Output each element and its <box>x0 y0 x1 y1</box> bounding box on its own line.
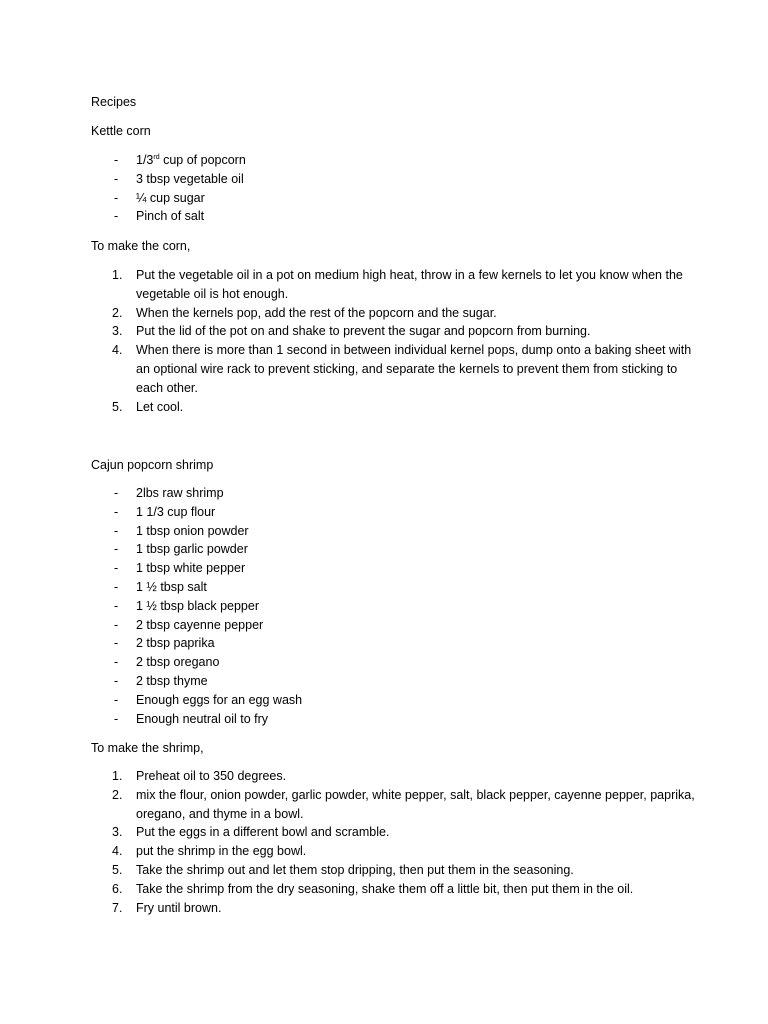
kettle-corn-heading: Kettle corn <box>91 124 151 138</box>
step-text: Put the lid of the pot on and shake to prevent the sugar and popcorn from burning. <box>136 324 591 339</box>
ingredient-item <box>0 710 302 729</box>
dash-bullet: - <box>114 655 119 670</box>
step-item <box>0 842 696 861</box>
step-text: Preheat oil to 350 degrees. <box>136 769 287 783</box>
ingredient-text: 1 1/3 cup flour <box>136 504 216 519</box>
ingredient-item <box>0 151 246 170</box>
step-item <box>0 341 696 397</box>
step-item <box>0 880 696 899</box>
ingredient-item <box>0 189 246 208</box>
dash-bullet: - <box>114 542 119 557</box>
ingredient-item <box>0 540 302 559</box>
ingredient-text: 1 ½ tbsp salt <box>136 579 207 594</box>
dash-bullet: - <box>114 673 119 688</box>
ingredient-text: 2 tbsp cayenne pepper <box>136 617 264 632</box>
ingredient-item <box>0 672 302 691</box>
ingredient-item <box>0 522 302 541</box>
step-item <box>0 398 696 417</box>
ingredient-text-rest: cup of popcorn <box>159 153 246 167</box>
step-text: Put the eggs in a different bowl and scramble. <box>136 825 390 840</box>
dash-bullet: - <box>114 190 119 205</box>
step-text: Fry until brown. <box>136 900 222 915</box>
ingredient-item <box>0 616 302 635</box>
kettle-corn-steps-list <box>0 266 696 416</box>
step-text: When the kernels pop, add the rest of the popcorn and the sugar. <box>136 305 497 320</box>
cajun-shrimp-instructions-intro: To make the shrimp, <box>91 741 204 755</box>
ingredient-item <box>0 653 302 672</box>
ingredient-item <box>0 484 302 503</box>
step-number: 5. <box>112 862 123 877</box>
step-item <box>0 786 696 824</box>
ingredient-item <box>0 634 302 653</box>
ingredient-item <box>0 559 302 578</box>
ordinal-suffix: rd <box>153 154 160 161</box>
dash-bullet: - <box>114 171 119 186</box>
step-text: put the shrimp in the egg bowl. <box>136 844 307 859</box>
ingredient-item <box>0 578 302 597</box>
step-number: 2. <box>112 305 123 320</box>
step-item <box>0 322 696 341</box>
dash-bullet: - <box>114 636 119 651</box>
step-text: Put the vegetable oil in a pot on medium high heat, throw in a few kernels to let you know when the vegetable oil is hot enough. <box>136 268 683 301</box>
cajun-shrimp-heading: Cajun popcorn shrimp <box>91 458 214 472</box>
step-number: 1. <box>112 769 123 783</box>
ingredient-text: 2 tbsp thyme <box>136 673 208 688</box>
dash-bullet: - <box>114 579 119 594</box>
kettle-corn-ingredient-list <box>0 151 246 226</box>
ingredient-text: 1 tbsp onion powder <box>136 523 249 538</box>
ingredient-text: 2 tbsp paprika <box>136 636 215 651</box>
document-title: Recipes <box>91 95 137 109</box>
step-number: 3. <box>112 324 123 339</box>
dash-bullet: - <box>114 153 119 167</box>
ingredient-text: Pinch of salt <box>136 209 205 224</box>
step-text: Take the shrimp from the dry seasoning, shake them off a little bit, then put them in the oil. <box>136 881 634 896</box>
cajun-shrimp-ingredient-list <box>0 484 302 728</box>
ingredient-text: Enough neutral oil to fry <box>136 711 269 726</box>
dash-bullet: - <box>114 617 119 632</box>
step-text: When there is more than 1 second in between individual kernel pops, dump onto a baking sheet with an optional wire rack to prevent sticking, and separate the kernels to prevent them from sticking to each other. <box>136 343 692 395</box>
ingredient-text: 2 tbsp oregano <box>136 655 220 670</box>
dash-bullet: - <box>114 486 119 500</box>
step-number: 2. <box>112 787 123 802</box>
ingredient-text: 1 tbsp garlic powder <box>136 542 248 557</box>
step-number: 1. <box>112 268 123 282</box>
ingredient-item <box>0 597 302 616</box>
ingredient-text: 1/3 <box>136 153 154 167</box>
ingredient-item <box>0 170 246 189</box>
ingredient-item <box>0 207 246 226</box>
dash-bullet: - <box>114 523 119 538</box>
dash-bullet: - <box>114 692 119 707</box>
kettle-corn-instructions-intro: To make the corn, <box>91 239 191 253</box>
ingredient-text: 1 tbsp white pepper <box>136 561 246 576</box>
dash-bullet: - <box>114 209 119 224</box>
step-number: 3. <box>112 825 123 840</box>
step-text: Let cool. <box>136 399 184 414</box>
step-number: 4. <box>112 343 123 358</box>
dash-bullet: - <box>114 711 119 726</box>
ingredient-text: Enough eggs for an egg wash <box>136 692 303 707</box>
step-item <box>0 861 696 880</box>
ingredient-item <box>0 691 302 710</box>
step-item <box>0 266 696 304</box>
step-item <box>0 767 696 786</box>
step-number: 7. <box>112 900 123 915</box>
step-item <box>0 304 696 323</box>
step-text: mix the flour, onion powder, garlic powder, white pepper, salt, black pepper, cayenne pepper, paprika, oregano, and thyme in a bowl. <box>136 787 695 821</box>
step-number: 5. <box>112 399 123 414</box>
step-number: 4. <box>112 844 123 859</box>
step-item <box>0 899 696 918</box>
dash-bullet: - <box>114 598 119 613</box>
step-item <box>0 823 696 842</box>
ingredient-text: 3 tbsp vegetable oil <box>136 171 244 186</box>
ingredient-text: ¼ cup sugar <box>136 190 205 205</box>
step-number: 6. <box>112 881 123 896</box>
ingredient-text: 2lbs raw shrimp <box>136 486 224 500</box>
ingredient-item <box>0 503 302 522</box>
step-text: Take the shrimp out and let them stop dripping, then put them in the seasoning. <box>136 862 574 877</box>
cajun-shrimp-steps-list <box>0 767 696 917</box>
ingredient-text: 1 ½ tbsp black pepper <box>136 598 259 613</box>
dash-bullet: - <box>114 561 119 576</box>
dash-bullet: - <box>114 504 119 519</box>
